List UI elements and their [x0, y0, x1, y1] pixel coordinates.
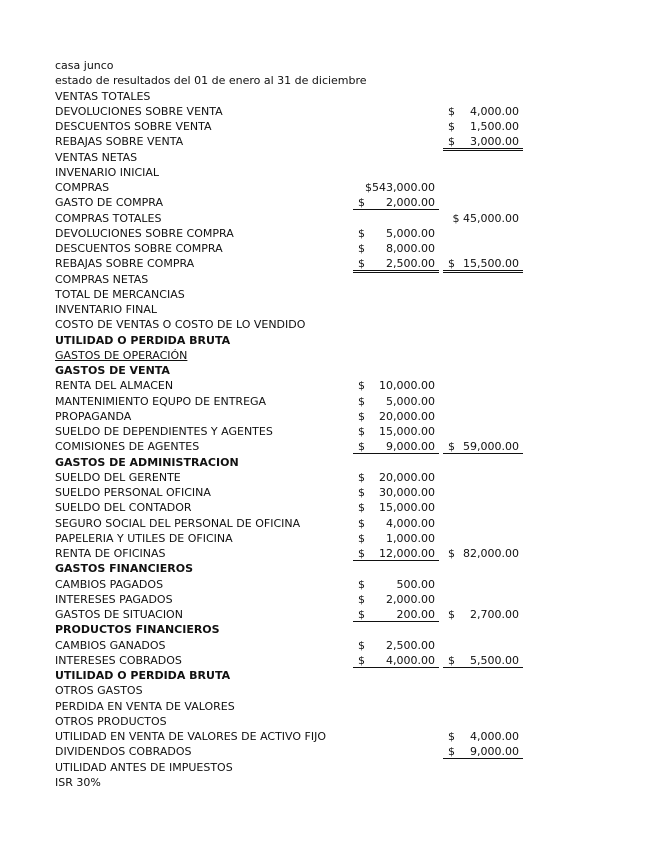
amount-value: 5,000.00: [386, 226, 435, 240]
amount-cell-col1: [353, 195, 439, 210]
statement-row: [55, 211, 615, 226]
row-label: GASTOS DE SITUACION: [55, 608, 183, 621]
currency-sign: $: [448, 547, 455, 560]
amount-value: 2,000.00: [386, 592, 435, 606]
row-label: TOTAL DE MERCANCIAS: [55, 287, 185, 301]
currency-sign: $: [358, 501, 365, 515]
row-label: RENTA DEL ALMACEN: [55, 379, 174, 393]
amount-cell-col2: [443, 607, 523, 621]
currency-sign: $: [358, 592, 365, 606]
statement-row: [55, 348, 615, 363]
row-label: DESCUENTOS SOBRE VENTA: [55, 120, 212, 133]
row-label: casa junco: [55, 59, 114, 72]
row-label: SUELDO DEL CONTADOR: [55, 501, 192, 515]
row-label: COSTO DE VENTAS O COSTO DE LO VENDIDO: [55, 318, 306, 332]
amount-value: 2,500.00: [386, 257, 435, 271]
row-label: INTERESES PAGADOS: [55, 592, 173, 606]
statement-row: [55, 439, 615, 454]
row-label: GASTOS DE OPERACIÓN: [55, 348, 188, 362]
statement-row: [55, 531, 615, 546]
row-label: estado de resultados del 01 de enero al 31 de diciembre: [55, 74, 367, 88]
amount-value: 2,000.00: [386, 196, 435, 210]
amount-cell-col1: [353, 378, 439, 392]
amount-value: 15,000.00: [379, 425, 435, 438]
row-label: SUELDO DE DEPENDIENTES Y AGENTES: [55, 425, 273, 438]
statement-row: [55, 744, 615, 759]
statement-row: [55, 546, 615, 561]
statement-row: [55, 58, 615, 73]
currency-sign: $: [358, 425, 365, 438]
amount-cell-col2: [443, 439, 523, 454]
statement-row: [55, 302, 615, 317]
amount-value: 15,500.00: [463, 257, 519, 271]
currency-sign: $: [448, 440, 455, 454]
amount-value: 4,000.00: [470, 730, 519, 743]
amount-cell-col2: [443, 729, 523, 743]
row-label: VENTAS TOTALES: [55, 89, 151, 103]
amount-value: 1,000.00: [386, 531, 435, 545]
amount-value: 2,500.00: [386, 638, 435, 652]
amount-value: 4,000.00: [386, 653, 435, 667]
statement-row: [55, 653, 615, 668]
row-label: CAMBIOS GANADOS: [55, 638, 166, 652]
currency-sign: $: [448, 135, 455, 149]
amount-cell-col1: [353, 470, 439, 484]
currency-sign: $: [448, 120, 455, 133]
currency-sign: $: [358, 242, 365, 255]
statement-row: [55, 226, 615, 241]
amount-value: $543,000.00: [365, 181, 435, 194]
amount-value: 12,000.00: [379, 547, 435, 560]
row-label: GASTOS DE ADMINISTRACION: [55, 455, 239, 469]
row-label: PROPAGANDA: [55, 409, 132, 423]
row-label: OTROS GASTOS: [55, 684, 143, 698]
amount-cell-col1: [353, 653, 439, 668]
currency-sign: $: [358, 608, 365, 621]
amount-cell-col1: [353, 638, 439, 652]
amount-value: 20,000.00: [379, 470, 435, 484]
currency-sign: $: [358, 577, 365, 591]
amount-value: 4,000.00: [470, 104, 519, 118]
statement-row: [55, 516, 615, 531]
row-label: UTILIDAD EN VENTA DE VALORES DE ACTIVO FIJO: [55, 730, 327, 743]
currency-sign: $: [448, 104, 455, 118]
statement-row: [55, 607, 615, 622]
row-label: REBAJAS SOBRE VENTA: [55, 135, 184, 149]
statement-row: [55, 714, 615, 729]
currency-sign: $: [358, 257, 365, 271]
amount-value: 59,000.00: [463, 440, 519, 454]
currency-sign: $: [358, 409, 365, 423]
row-label: COMPRAS TOTALES: [55, 211, 162, 225]
row-label: INVENTARIO FINAL: [55, 303, 158, 316]
amount-cell-col1: [353, 424, 439, 438]
amount-value: 500.00: [396, 577, 435, 591]
statement-row: [55, 256, 615, 271]
amount-cell-col2: [443, 119, 523, 133]
row-label: UTILIDAD O PERDIDA BRUTA: [55, 333, 231, 347]
row-label: SEGURO SOCIAL DEL PERSONAL DE OFICINA: [55, 516, 301, 530]
currency-sign: $: [358, 394, 365, 408]
currency-sign: $: [358, 486, 365, 499]
currency-sign: $: [448, 745, 455, 759]
row-label: GASTOS DE VENTA: [55, 364, 170, 377]
amount-cell-col1: [353, 394, 439, 408]
statement-row: [55, 104, 615, 119]
row-label: GASTO DE COMPRA: [55, 196, 164, 210]
row-label: INTERESES COBRADOS: [55, 653, 182, 667]
currency-sign: $: [448, 730, 455, 743]
row-label: COMPRAS NETAS: [55, 272, 149, 286]
amount-cell-col1: [353, 531, 439, 545]
amount-cell-col2: [443, 653, 523, 668]
currency-sign: $: [358, 531, 365, 545]
amount-value: 3,000.00: [470, 135, 519, 149]
statement-row: [55, 272, 615, 287]
amount-cell-col1: [353, 180, 439, 194]
amount-cell-col1: [353, 439, 439, 454]
statement-row: [55, 241, 615, 256]
statement-row: [55, 150, 615, 165]
row-label: PERDIDA EN VENTA DE VALORES: [55, 699, 235, 713]
amount-cell-col1: [353, 592, 439, 606]
amount-value: 1,500.00: [470, 120, 519, 133]
amount-cell-col1: [353, 607, 439, 622]
row-label: DEVOLUCIONES SOBRE VENTA: [55, 104, 223, 118]
statement-row: [55, 760, 615, 775]
statement-row: [55, 195, 615, 210]
statement-row: [55, 470, 615, 485]
amount-cell-col1: [353, 500, 439, 514]
row-label: DEVOLUCIONES SOBRE COMPRA: [55, 226, 234, 240]
amount-value: 15,000.00: [379, 501, 435, 515]
amount-value: 10,000.00: [379, 379, 435, 393]
amount-cell-col2: [443, 211, 523, 225]
row-label: SUELDO DEL GERENTE: [55, 470, 181, 484]
statement-row: [55, 424, 615, 439]
statement-row: [55, 729, 615, 744]
statement-row: [55, 89, 615, 104]
amount-value: 20,000.00: [379, 409, 435, 423]
statement-row: [55, 500, 615, 515]
amount-value: 5,000.00: [386, 394, 435, 408]
row-label: COMISIONES DE AGENTES: [55, 440, 200, 454]
amount-cell-col1: [353, 577, 439, 591]
row-label: ISR 30%: [55, 775, 101, 789]
amount-value: 82,000.00: [463, 547, 519, 560]
row-label: MANTENIMIENTO EQUPO DE ENTREGA: [55, 394, 267, 408]
statement-row: [55, 134, 615, 149]
statement-row: [55, 378, 615, 393]
statement-row: [55, 333, 615, 348]
statement-row: [55, 485, 615, 500]
amount-cell-col1: [353, 241, 439, 255]
amount-cell-col2: [443, 546, 523, 560]
amount-value: 8,000.00: [386, 242, 435, 255]
row-label: UTILIDAD ANTES DE IMPUESTOS: [55, 760, 233, 774]
currency-sign: $: [448, 608, 455, 621]
amount-value: 30,000.00: [379, 486, 435, 499]
currency-sign: $: [358, 547, 365, 560]
currency-sign: $: [358, 516, 365, 530]
currency-sign: $: [358, 379, 365, 393]
statement-row: [55, 561, 615, 576]
currency-sign: $: [448, 257, 455, 271]
currency-sign: $: [358, 196, 365, 210]
amount-value: 2,700.00: [470, 608, 519, 621]
row-label: COMPRAS: [55, 181, 110, 194]
amount-value: 9,000.00: [470, 745, 519, 759]
currency-sign: $: [358, 226, 365, 240]
statement-row: [55, 622, 615, 637]
amount-cell-col1: [353, 409, 439, 423]
statement-row: [55, 775, 615, 790]
row-label: PAPELERIA Y UTILES DE OFICINA: [55, 531, 233, 545]
row-label: DESCUENTOS SOBRE COMPRA: [55, 242, 223, 255]
statement-row: [55, 119, 615, 134]
row-label: UTILIDAD O PERDIDA BRUTA: [55, 669, 231, 682]
statement-row: [55, 73, 615, 88]
statement-row: [55, 165, 615, 180]
currency-sign: $: [358, 638, 365, 652]
row-label: GASTOS FINANCIEROS: [55, 562, 194, 576]
statement-row: [55, 394, 615, 409]
statement-row: [55, 287, 615, 302]
amount-cell-col1: [353, 516, 439, 530]
statement-row: [55, 668, 615, 683]
amount-value: 9,000.00: [386, 440, 435, 454]
statement-row: [55, 455, 615, 470]
statement-row: [55, 577, 615, 592]
row-label: RENTA DE OFICINAS: [55, 547, 166, 560]
amount-value: $ 45,000.00: [452, 211, 519, 225]
amount-cell-col1: [353, 226, 439, 240]
income-statement-sheet: [55, 58, 615, 790]
amount-cell-col1: [353, 546, 439, 561]
amount-value: 5,500.00: [470, 653, 519, 667]
statement-row: [55, 317, 615, 332]
statement-row: [55, 180, 615, 195]
statement-row: [55, 363, 615, 378]
row-label: PRODUCTOS FINANCIEROS: [55, 623, 220, 637]
row-label: OTROS PRODUCTOS: [55, 714, 167, 728]
row-label: SUELDO PERSONAL OFICINA: [55, 486, 211, 499]
row-label: DIVIDENDOS COBRADOS: [55, 745, 192, 759]
currency-sign: $: [448, 653, 455, 667]
row-label: CAMBIOS PAGADOS: [55, 577, 164, 591]
amount-value: 200.00: [396, 608, 435, 621]
amount-cell-col2: [443, 104, 523, 118]
amount-value: 4,000.00: [386, 516, 435, 530]
row-label: REBAJAS SOBRE COMPRA: [55, 257, 195, 271]
statement-row: [55, 699, 615, 714]
currency-sign: $: [358, 470, 365, 484]
statement-row: [55, 592, 615, 607]
currency-sign: $: [358, 440, 365, 454]
statement-row: [55, 683, 615, 698]
statement-row: [55, 409, 615, 424]
amount-cell-col2: [443, 744, 523, 759]
row-label: VENTAS NETAS: [55, 150, 138, 164]
currency-sign: $: [358, 653, 365, 667]
amount-cell-col1: [353, 485, 439, 499]
statement-row: [55, 638, 615, 653]
row-label: INVENARIO INICIAL: [55, 165, 160, 179]
